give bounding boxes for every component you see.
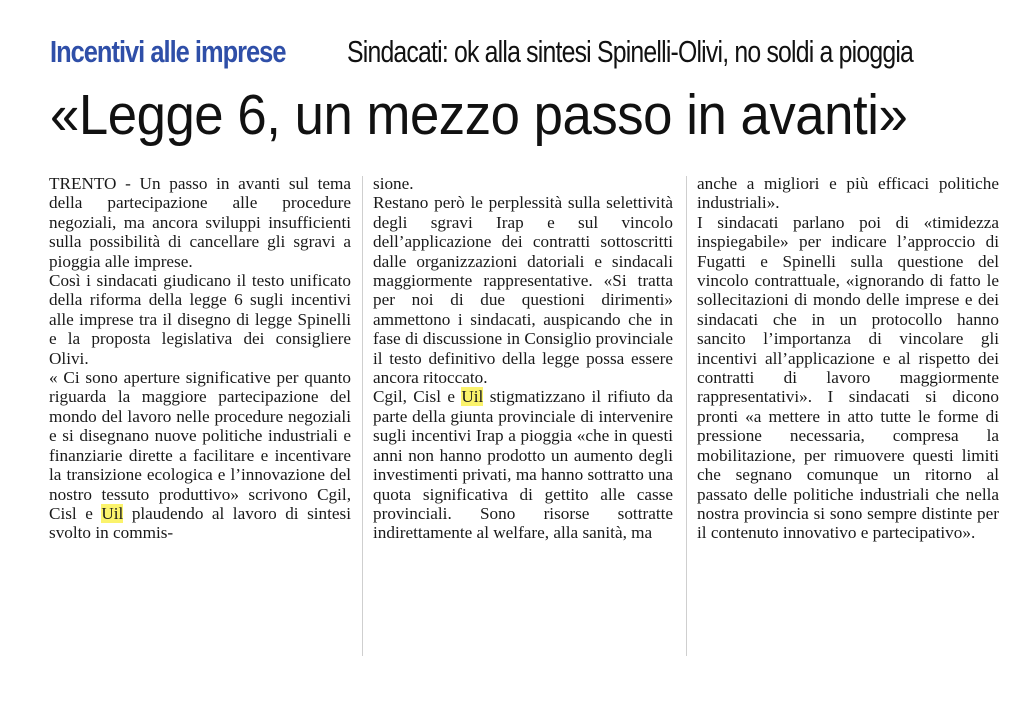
paragraph: TRENTO - Un passo in avanti sul tema della partecipazione alle procedure negoziali, ma ancora sviluppi insufficienti sulla possibilità di cancellare gli sgravi a pioggia alle imprese. xyxy=(49,174,351,271)
kicker-row xyxy=(50,30,1000,74)
highlighted-word: Uil xyxy=(101,503,124,523)
paragraph-text: « Ci sono aperture significative per quanto riguarda la maggiore partecipazione del mondo del lavoro nelle procedure negoziali e si disegnano nuove politiche industriali e finanziarie dirette a facilitare e incentivare la transizione ecologica e l’innovazione del nostro tessuto produttivo» scrivono Cgil, Cisl e xyxy=(49,368,351,523)
column-divider xyxy=(362,176,363,656)
kicker-subtitle: Sindacati: ok alla sintesi Spinelli-Olivi, no soldi a pioggia xyxy=(347,34,914,69)
section-label: Incentivi alle imprese xyxy=(50,34,286,69)
paragraph: sione. xyxy=(373,174,414,193)
article-column-2 xyxy=(373,174,673,543)
paragraph-text: stigmatizzano il rifiuto da parte della giunta provinciale di intervenire sugli incentivi Irap a pioggia «che in questi anni non hanno prodotto un aumento degli investimenti privati, ma hanno sottratto una quota significativa di gettito alle casse provinciali. Sono risorse sottratte indirettamente al welfare, alla sanità, ma xyxy=(373,387,673,543)
article-column-3 xyxy=(697,174,999,543)
highlighted-word: Uil xyxy=(461,387,484,407)
paragraph: anche a migliori e più efficaci politiche industriali». xyxy=(697,174,999,213)
paragraph xyxy=(373,387,673,542)
article-column-1 xyxy=(49,174,351,543)
paragraph-text: plaudendo al lavoro di sintesi svolto in commis- xyxy=(49,503,352,543)
paragraph: Restano però le perplessità sulla selettività degli sgravi Irap e sul vincolo dell’applicazione dei contratti sottoscritti dalle organizzazioni datoriali e sindacali maggiormente rappresentative. «Si tratta per noi di due questioni dirimenti» ammettono i sindacati, auspicando che in fase di discussione in Consiglio provinciale il testo definitivo della legge possa essere ancora ritoccato. xyxy=(373,193,673,388)
paragraph: I sindacati parlano poi di «timidezza inspiegabile» per indicare l’approccio di Fugatti e Spinelli sulla questione del vincolo contrattuale, «ignorando di fatto le sollecitazioni di mondo delle imprese e dei sindacati che in un protocollo hanno sancito l’importanza di vincolare gli incentivi all’applicazione e al rispetto dei contratti di lavoro maggiormente rappresentativi». I sindacati si dicono pronti «a mettere in atto tutte le forme di pressione necessaria, compresa la mobilitazione, per rimuovere questi limiti che segnano comunque un ritorno al passato delle politiche industriali che nella nostra provincia si sono sempre distinte per il contenuto innovativo e partecipativo». xyxy=(697,212,999,543)
paragraph xyxy=(49,368,351,543)
paragraph: Così i sindacati giudicano il testo unificato della riforma della legge 6 sugli incentivi alle imprese tra il disegno di legge Spinelli e la proposta legislativa dei consigliere Olivi. xyxy=(49,271,351,368)
paragraph-text: Cgil, Cisl e xyxy=(373,387,455,407)
headline: «Legge 6, un mezzo passo in avanti» xyxy=(50,83,908,147)
column-divider xyxy=(686,176,687,656)
